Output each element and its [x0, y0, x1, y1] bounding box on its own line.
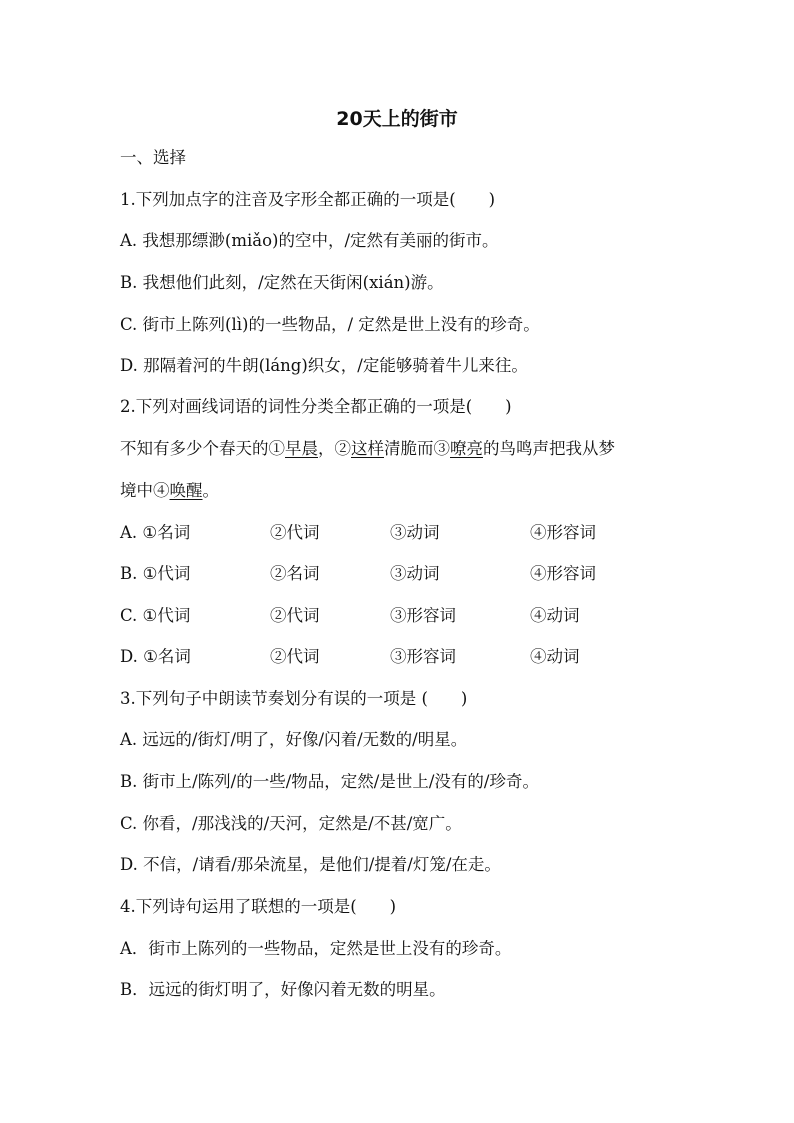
question-3-option-b: B. 街市上/陈列/的一些/物品，定然/是世上/没有的/珍奇。	[120, 772, 539, 791]
option-cell: D. ①名词	[120, 647, 191, 666]
option-cell: ④动词	[530, 647, 580, 666]
option-cell: ④动词	[530, 606, 580, 625]
question-2-stem: 2.下列对画线词语的词性分类全都正确的一项是( )	[120, 397, 512, 416]
underlined-word-2: 这样	[351, 439, 384, 458]
passage-text: 。	[202, 481, 219, 500]
underlined-word-4: 唤醒	[169, 481, 203, 500]
passage-text: 清脆而③	[384, 439, 450, 458]
question-3-option-d: D. 不信，/请看/那朵流星，是他们/提着/灯笼/在走。	[120, 855, 501, 874]
question-1-option-c: C. 街市上陈列(lì)的一些物品，/ 定然是世上没有的珍奇。	[120, 315, 540, 334]
passage-text: 境中④	[120, 481, 170, 500]
passage-text: 不知有多少个春天的①	[120, 439, 285, 458]
option-cell: ④形容词	[530, 523, 596, 542]
option-cell: ④形容词	[530, 564, 596, 583]
question-3-option-a: A. 远远的/街灯/明了，好像/闪着/无数的/明星。	[120, 730, 468, 749]
question-1-stem: 1.下列加点字的注音及字形全都正确的一项是( )	[120, 190, 496, 209]
question-4-stem: 4.下列诗句运用了联想的一项是( )	[120, 897, 397, 916]
question-4-option-a: A．街市上陈列的一些物品，定然是世上没有的珍奇。	[120, 939, 512, 958]
option-cell: ③动词	[390, 564, 440, 583]
question-1-option-b: B. 我想他们此刻，/定然在天街闲(xián)游。	[120, 273, 444, 292]
option-cell: A. ①名词	[120, 523, 191, 542]
question-3-option-c: C. 你看，/那浅浅的/天河，定然是/不甚/宽广。	[120, 814, 462, 833]
question-4-option-b: B．远远的街灯明了，好像闪着无数的明星。	[120, 980, 446, 999]
option-cell: ③动词	[390, 523, 440, 542]
option-cell: C. ①代词	[120, 606, 191, 625]
option-cell: B. ①代词	[120, 564, 191, 583]
question-3-stem: 3.下列句子中朗读节奏划分有误的一项是 ( )	[120, 689, 468, 708]
option-cell: ②代词	[270, 606, 320, 625]
passage-text: ，②	[318, 439, 351, 458]
option-cell: ③形容词	[390, 647, 456, 666]
option-cell: ②名词	[270, 564, 320, 583]
option-cell: ②代词	[270, 647, 320, 666]
underlined-word-1: 早晨	[285, 439, 318, 458]
section-heading: 一、选择	[120, 148, 186, 167]
question-2-passage-line-2	[120, 479, 219, 503]
question-1-option-a: A. 我想那缥渺(miǎo)的空中，/定然有美丽的街市。	[120, 231, 499, 250]
question-2-passage-line-1	[120, 437, 615, 461]
question-1-option-d: D. 那隔着河的牛朗(láng)织女，/定能够骑着牛儿来往。	[120, 356, 528, 375]
page-title: 20天上的街市	[336, 108, 458, 130]
option-cell: ②代词	[270, 523, 320, 542]
passage-text: 的鸟鸣声把我从梦	[483, 439, 615, 458]
underlined-word-3: 嘹亮	[450, 439, 483, 458]
option-cell: ③形容词	[390, 606, 456, 625]
